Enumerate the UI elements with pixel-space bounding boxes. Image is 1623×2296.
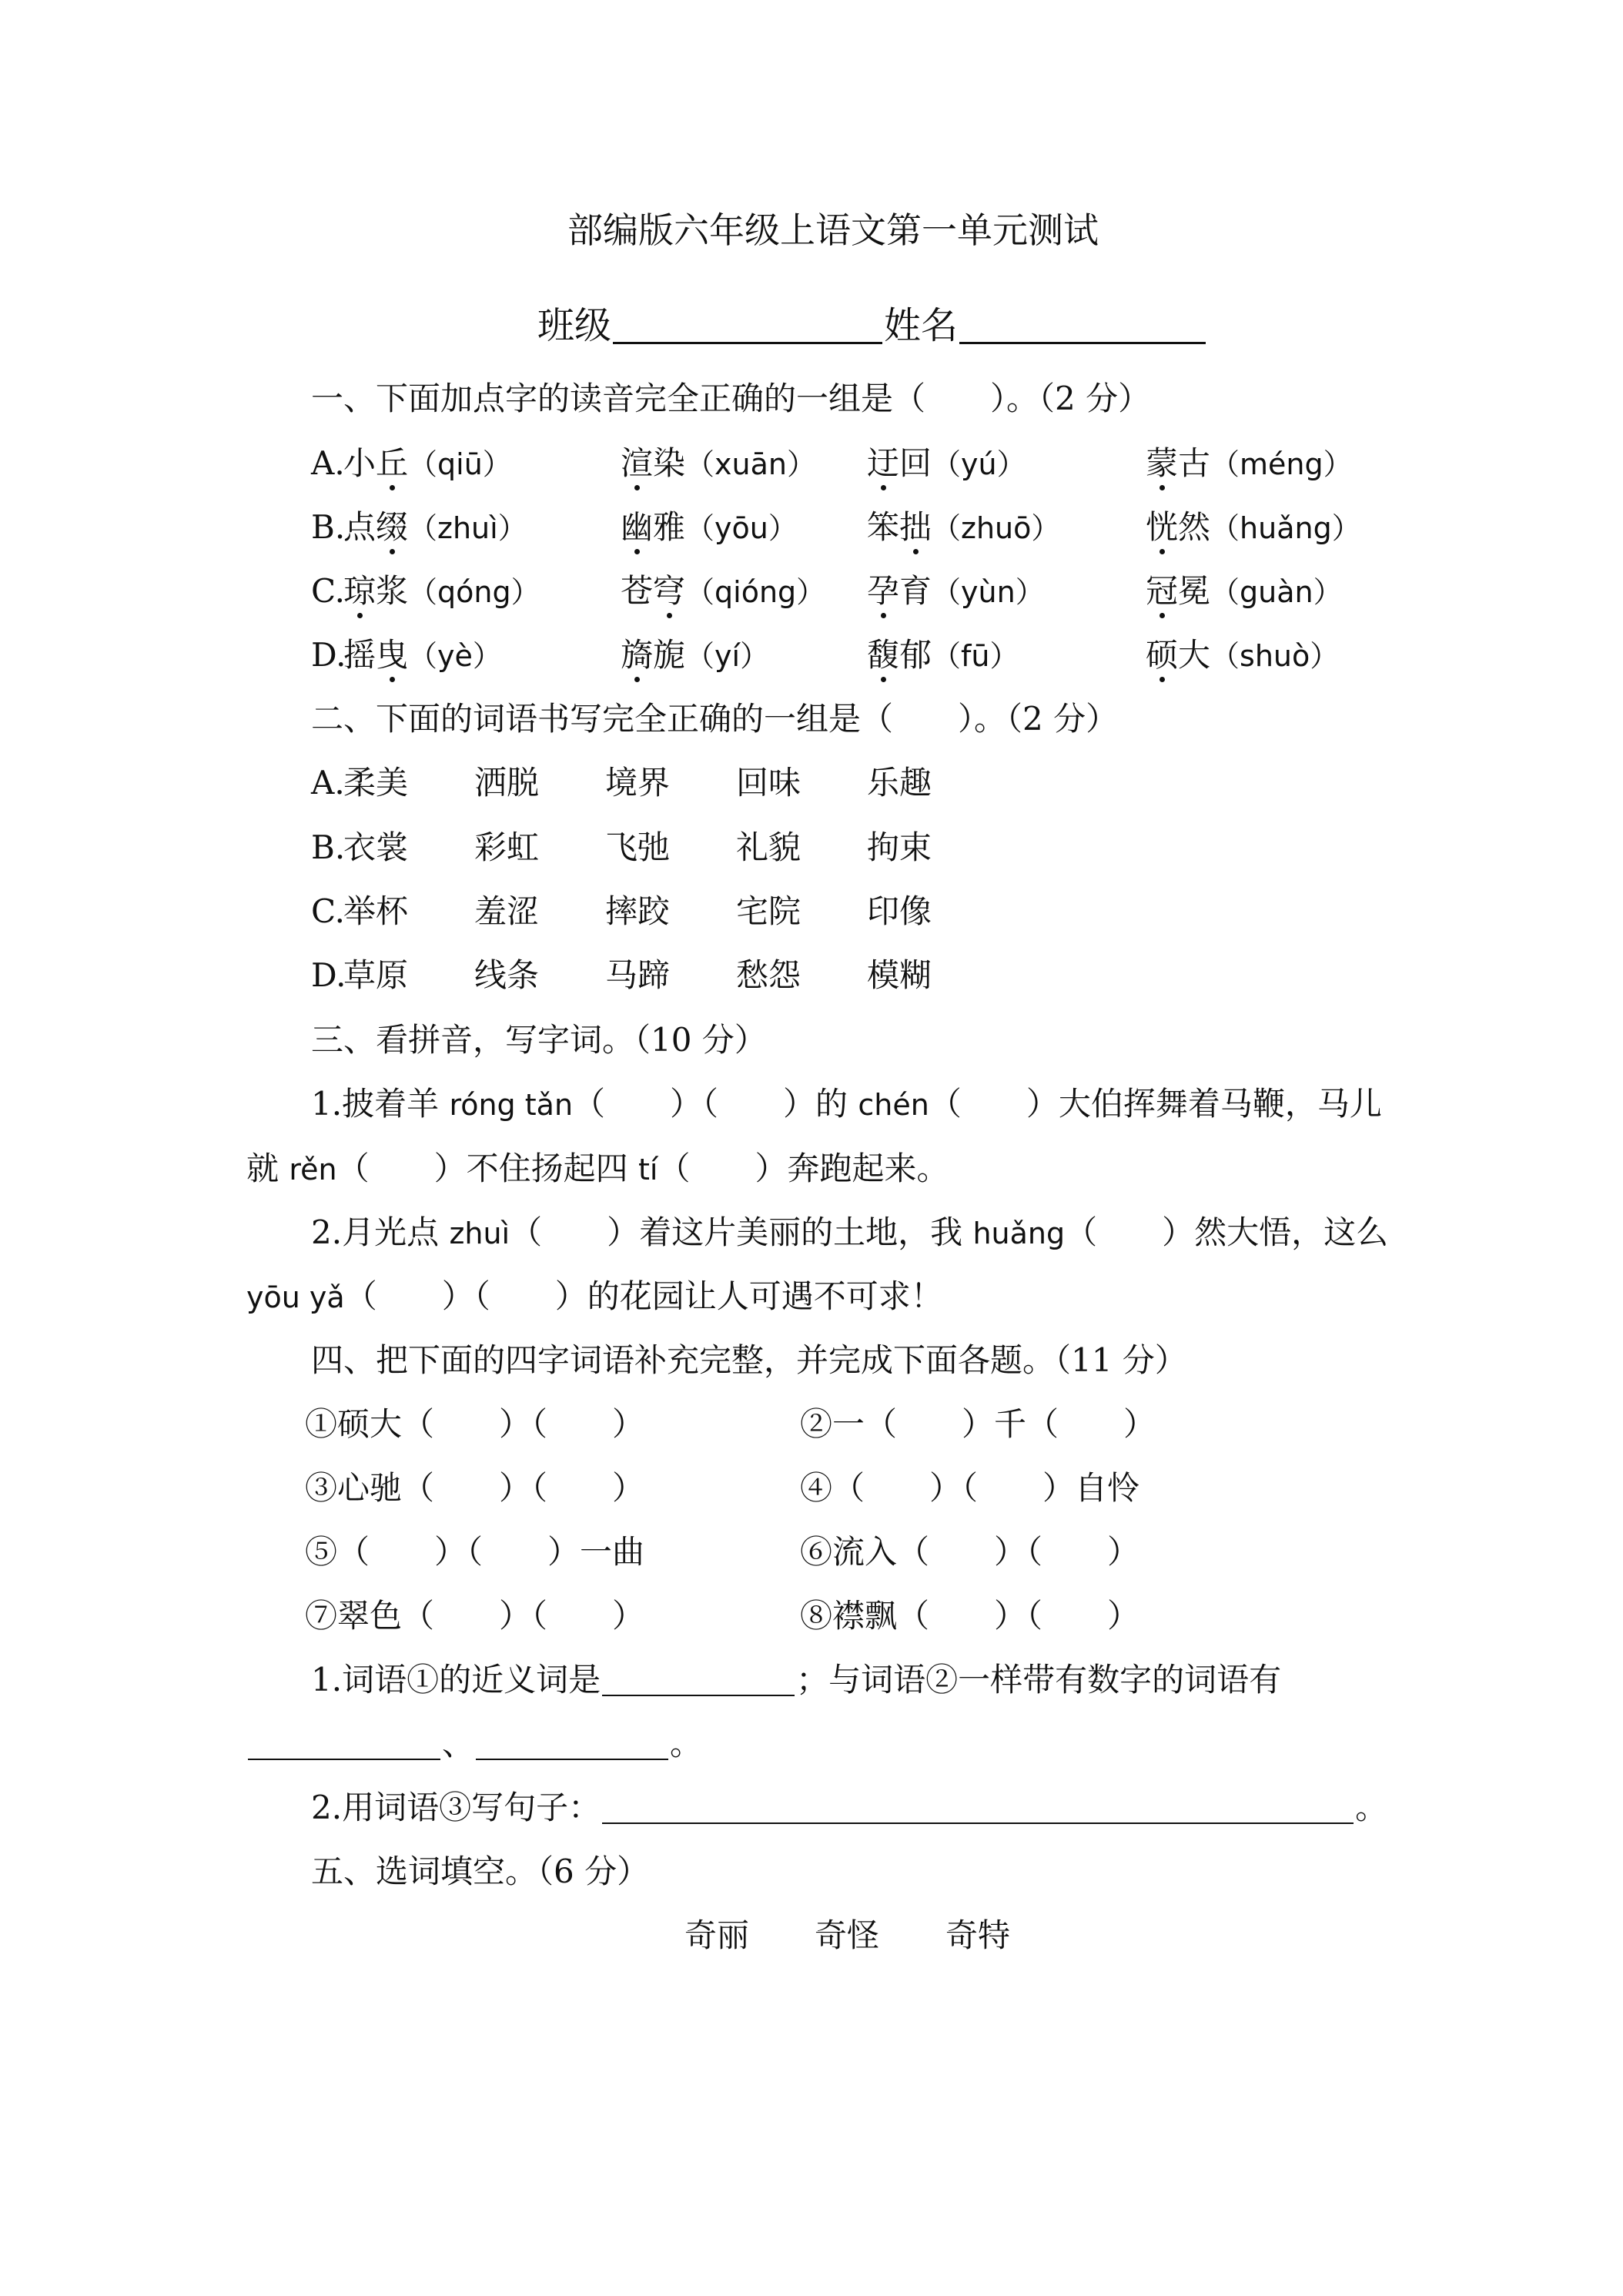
q2-question: 二、下面的词语书写完全正确的一组是（ ）。（2 分）: [311, 700, 1119, 738]
q2-option-letter: D.: [311, 956, 346, 994]
dotted-character: 穹: [653, 572, 686, 610]
q2-word: 愁怨: [736, 956, 801, 994]
character: 大: [1178, 636, 1211, 674]
q2-word: 彩虹: [474, 828, 540, 866]
character: 浆: [376, 572, 409, 610]
q2-option-letter: A.: [311, 764, 345, 802]
character: 冕: [1178, 572, 1211, 610]
pinyin: （huǎng）: [1210, 511, 1361, 545]
q3-sentence1-line1: [311, 1085, 1382, 1123]
q2-word: 模糊: [867, 956, 932, 994]
q1-word-item: [867, 508, 1061, 546]
pinyin: （shuò）: [1210, 639, 1340, 673]
dotted-character: 缀: [376, 508, 409, 546]
q4-sub1-line1: [311, 1661, 1282, 1699]
q1-word-item: [867, 444, 1026, 482]
q3-question: 三、看拼音，写字词。（10 分）: [311, 1021, 767, 1059]
character: 笨: [867, 508, 900, 546]
q1-question: 一、下面加点字的读音完全正确的一组是（ ）。（2 分）: [311, 380, 1151, 417]
pinyin: （fū）: [932, 639, 1019, 673]
idiom-2: ②一（ ）千（ ）: [800, 1405, 1156, 1443]
pinyin: yōu yǎ: [246, 1280, 345, 1314]
pinyin: （zhuì）: [408, 511, 527, 545]
q3-sentence2-line2: [246, 1277, 943, 1315]
q2-word: 乐趣: [867, 764, 932, 802]
text: （ ）着这片美丽的土地，我: [510, 1213, 973, 1251]
pinyin: （yōu）: [685, 511, 798, 545]
class-name-header: [537, 304, 1207, 347]
character: 摇: [343, 636, 376, 674]
q1-word-item: [1146, 508, 1361, 546]
dotted-character: 旖: [621, 636, 654, 674]
q3-sentence2-line1: [311, 1213, 1389, 1251]
text: 1.披着羊: [311, 1085, 450, 1123]
text: （ ）（ ）的: [573, 1085, 858, 1123]
text: （ ）然大悟，这么: [1065, 1213, 1389, 1251]
q1-option-letter: A.: [311, 444, 345, 482]
dotted-character: 渲: [621, 444, 654, 482]
pinyin: （yè）: [408, 639, 502, 673]
character: 小: [343, 444, 376, 482]
q1-word-item: [867, 572, 1045, 610]
q1-word-item: [343, 572, 540, 610]
pinyin: （qióng）: [685, 575, 826, 609]
pinyin: rěn: [289, 1153, 337, 1186]
name-label: 姓名: [884, 304, 959, 347]
q1-option-letter: C.: [311, 572, 345, 610]
dotted-character: 幽: [621, 508, 654, 546]
q2-word: 草原: [343, 956, 409, 994]
pinyin: （yú）: [932, 447, 1026, 481]
character: 染: [653, 444, 686, 482]
q2-word: 印像: [867, 892, 932, 930]
character: 回: [899, 444, 932, 482]
dotted-character: 迂: [867, 444, 900, 482]
text: （ ）（ ）的花园让人可遇不可求！: [344, 1277, 943, 1315]
character: 然: [1178, 508, 1211, 546]
pinyin: （méng）: [1210, 447, 1353, 481]
pinyin: zhuì: [449, 1217, 510, 1250]
q2-word: 羞涩: [474, 892, 540, 930]
number-idiom-blank-2[interactable]: [476, 1728, 668, 1760]
q1-word-item: [867, 636, 1019, 674]
pinyin: chén: [858, 1088, 929, 1122]
q1-word-item: [621, 508, 798, 546]
q1-word-item: [621, 572, 826, 610]
idiom-8: ⑧襟飘（ ）（ ）: [800, 1597, 1140, 1635]
q2-word: 礼貌: [736, 828, 801, 866]
dotted-character: 丘: [376, 444, 409, 482]
dotted-character: 硕: [1146, 636, 1179, 674]
q5-question: 五、选词填空。（6 分）: [311, 1853, 650, 1890]
q2-word: 举杯: [343, 892, 409, 930]
q2-word: 洒脱: [474, 764, 540, 802]
character: 苍: [621, 572, 654, 610]
idiom-5: ⑤（ ）（ ）一曲: [305, 1533, 645, 1571]
dotted-character: 孕: [867, 572, 900, 610]
text: ；与词语②一样带有数字的词语有: [796, 1661, 1282, 1699]
character: 育: [899, 572, 932, 610]
q4-sub2: [311, 1789, 1388, 1826]
q1-word-item: [1146, 636, 1340, 674]
text: 2.用词语③写句子：: [311, 1789, 601, 1826]
character: 雅: [653, 508, 686, 546]
pinyin: róng tǎn: [449, 1088, 574, 1122]
q2-word: 摔跤: [605, 892, 671, 930]
sentence-blank[interactable]: [602, 1792, 1354, 1824]
dotted-character: 拙: [899, 508, 932, 546]
q2-word: 衣裳: [343, 828, 409, 866]
pinyin: （qóng）: [408, 575, 540, 609]
q5-word-2: 奇怪: [815, 1916, 880, 1954]
q2-word: 宅院: [736, 892, 801, 930]
pinyin: （qiū）: [408, 447, 512, 481]
class-blank[interactable]: [613, 306, 882, 344]
text: （ ）大伯挥舞着马鞭，马儿: [929, 1085, 1382, 1123]
q2-word: 柔美: [343, 764, 409, 802]
q2-word: 回味: [736, 764, 801, 802]
q1-word-item: [343, 636, 502, 674]
q4-question: 四、把下面的四字词语补充完整，并完成下面各题。（11 分）: [311, 1341, 1187, 1379]
q1-word-item: [343, 444, 512, 482]
q2-word: 飞弛: [605, 828, 671, 866]
pinyin: （guàn）: [1210, 575, 1343, 609]
idiom-6: ⑥流入（ ）（ ）: [800, 1533, 1140, 1571]
pinyin: huǎng: [972, 1217, 1066, 1250]
text: 2.月光点: [311, 1213, 450, 1251]
dotted-character: 馥: [867, 636, 900, 674]
q1-option-letter: B.: [311, 508, 346, 546]
q2-option-letter: C.: [311, 892, 345, 930]
pinyin: （yùn）: [932, 575, 1045, 609]
text: 、: [442, 1725, 475, 1762]
number-idiom-blank-1[interactable]: [248, 1728, 440, 1760]
pinyin: （yí）: [685, 639, 770, 673]
text: （ ）奔跑起来。: [658, 1150, 949, 1187]
idiom-4: ④（ ）（ ）自怜: [800, 1469, 1140, 1507]
idiom-1: ①硕大（ ）（ ）: [305, 1405, 645, 1443]
q5-word-3: 奇特: [945, 1916, 1011, 1954]
q2-word: 拘束: [867, 828, 932, 866]
q2-option-letter: B.: [311, 828, 346, 866]
pinyin: （xuān）: [685, 447, 816, 481]
q2-word: 线条: [474, 956, 540, 994]
q5-word-1: 奇丽: [684, 1916, 750, 1954]
text: 就: [246, 1150, 289, 1187]
pinyin: tí: [637, 1153, 658, 1186]
dotted-character: 蒙: [1146, 444, 1179, 482]
q2-word: 马蹄: [605, 956, 671, 994]
dotted-character: 琼: [343, 572, 376, 610]
page-title: 部编版六年级上语文第一单元测试: [567, 209, 1099, 251]
q1-word-item: [621, 444, 816, 482]
character: 点: [343, 508, 376, 546]
character: 旎: [653, 636, 686, 674]
pinyin: （zhuō）: [932, 511, 1061, 545]
text: 。: [1355, 1789, 1388, 1826]
synonym-blank[interactable]: [602, 1664, 795, 1696]
q1-word-item: [1146, 444, 1353, 482]
idiom-3: ③心驰（ ）（ ）: [305, 1469, 645, 1507]
character: 古: [1178, 444, 1211, 482]
text: （ ）不住扬起四: [336, 1150, 638, 1187]
dotted-character: 恍: [1146, 508, 1179, 546]
q1-word-item: [621, 636, 770, 674]
q1-option-letter: D.: [311, 636, 346, 674]
q1-word-item: [343, 508, 527, 546]
q2-word: 境界: [605, 764, 671, 802]
class-label: 班级: [537, 304, 612, 347]
text: 。: [670, 1725, 703, 1762]
dotted-character: 曳: [376, 636, 409, 674]
text: 1.词语①的近义词是: [311, 1661, 601, 1699]
q4-sub1-line2: [246, 1725, 703, 1762]
idiom-7: ⑦翠色（ ）（ ）: [305, 1597, 645, 1635]
q1-word-item: [1146, 572, 1343, 610]
q3-sentence1-line2: [246, 1150, 949, 1187]
dotted-character: 冠: [1146, 572, 1179, 610]
name-blank[interactable]: [959, 306, 1206, 344]
character: 郁: [899, 636, 932, 674]
